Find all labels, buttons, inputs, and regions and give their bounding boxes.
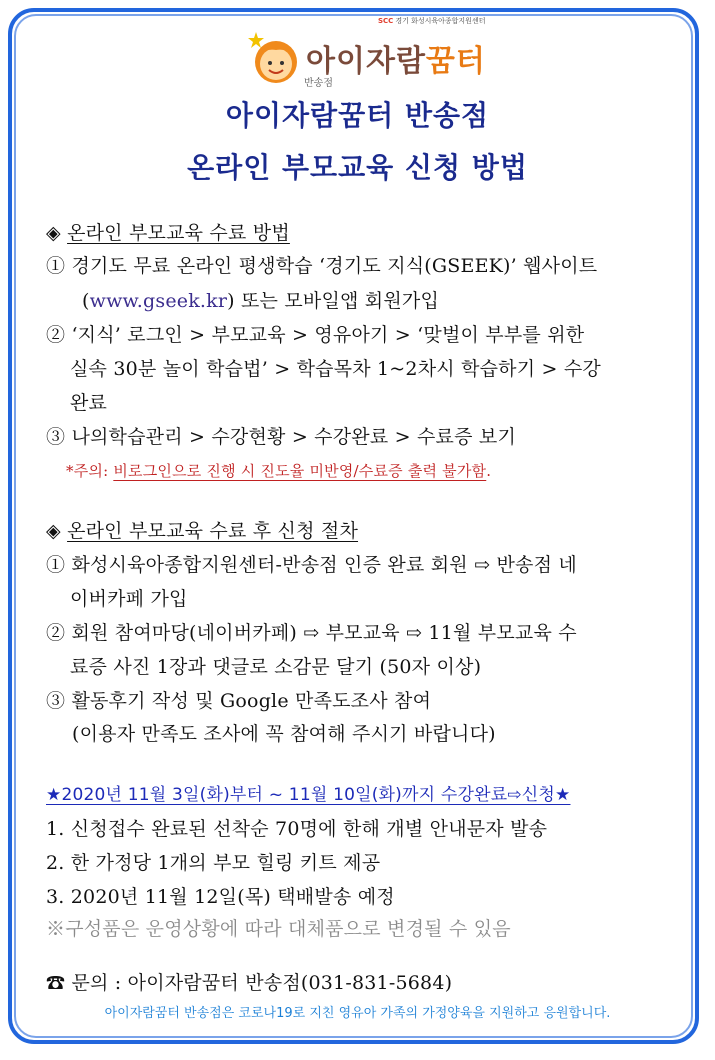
section2-item1-line2: 이버카페 가입 (70, 588, 188, 610)
section2-item2-line1: ② 회원 참여마당(네이버카페) ⇨ 부모교육 ⇨ 11월 부모교육 수 (46, 622, 577, 644)
gseek-link[interactable]: www.gseek.kr (89, 290, 228, 312)
logo-name-part1: 아이자람 (306, 44, 426, 79)
child-face-icon (246, 30, 302, 86)
section1-item2-line2: 실속 30분 놀이 학습법’ > 학습목차 1~2차시 학습하기 > 수강 (70, 358, 601, 380)
section2-heading (46, 516, 358, 543)
logo (240, 14, 500, 89)
schedule-note: ※구성품은 운영상황에 따라 대체품으로 변경될 수 있음 (46, 918, 511, 940)
logo-branch: 반송점 (304, 78, 333, 89)
center-logo (378, 16, 485, 26)
section2-item3-line1: ③ 활동후기 작성 및 Google 만족도조사 참여 (46, 690, 432, 712)
section2-item3-line2: (이용자 만족도 조사에 꼭 참여해 주시기 바랍니다) (72, 723, 496, 745)
contact-line (46, 968, 452, 995)
diamond-icon: ◈ (46, 222, 61, 244)
center-name: 경기 화성시육아종합지원센터 (395, 17, 486, 25)
page-title-line1: 아이자람꿈터 반송점 (225, 99, 490, 132)
phone-icon: ☎ (46, 972, 66, 994)
center-mark: SCC (378, 17, 394, 25)
page-title-line2: 온라인 부모교육 신청 방법 (187, 151, 528, 184)
section2-item2-line2: 료증 사진 1장과 댓글로 소감문 달기 (50자 이상) (70, 656, 482, 678)
section1-item2-line3: 완료 (70, 392, 108, 414)
section1-heading-text: 온라인 부모교육 수료 방법 (67, 222, 290, 244)
section1-item1-line2 (82, 286, 439, 313)
section1-item1-rest: ) 또는 모바일앱 회원가입 (227, 290, 440, 312)
warning-note (66, 460, 491, 481)
warning-text: 비로그인으로 진행 시 진도율 미반영/수료증 출력 불가함 (113, 462, 487, 480)
logo-name-part2: 꿈터 (425, 44, 486, 79)
contact-text: 문의 : 아이자람꿈터 반송점(031-831-5684) (71, 972, 453, 994)
schedule-item1: 1. 신청접수 완료된 선착순 70명에 한해 개별 안내문자 발송 (46, 818, 548, 840)
section1-item2-line1: ② ‘지식’ 로그인 > 부모교육 > 영유아기 > ‘맞벌이 부부를 위한 (46, 324, 585, 346)
paren-open: ( (82, 290, 90, 312)
section2-item1-line1: ① 화성시육아종합지원센터-반송점 인증 완료 회원 ⇨ 반송점 네 (46, 554, 577, 576)
footer-message: 아이자람꿈터 반송점은 코로나19로 지친 영유아 가족의 가정양육을 지원하고 응원합니다. (104, 1006, 611, 1021)
section2-heading-text: 온라인 부모교육 수료 후 신청 절차 (67, 520, 359, 542)
warning-suffix: . (486, 462, 492, 480)
schedule-item3: 3. 2020년 11월 12일(목) 택배발송 예정 (46, 886, 395, 908)
schedule-item2: 2. 한 가정당 1개의 부모 힐링 키트 제공 (46, 852, 381, 874)
schedule-heading: ★2020년 11월 3일(화)부터 ~ 11월 10일(화)까지 수강완료⇨신청★ (46, 785, 571, 805)
section1-item1-line1: ① 경기도 무료 온라인 평생학습 ‘경기도 지식(GSEEK)’ 웹사이트 (46, 255, 598, 277)
section1-heading (46, 218, 290, 245)
warning-prefix: *주의: (66, 462, 114, 480)
section1-item3-line1: ③ 나의학습관리 > 수강현황 > 수강완료 > 수료증 보기 (46, 426, 517, 448)
diamond-icon: ◈ (46, 520, 61, 542)
